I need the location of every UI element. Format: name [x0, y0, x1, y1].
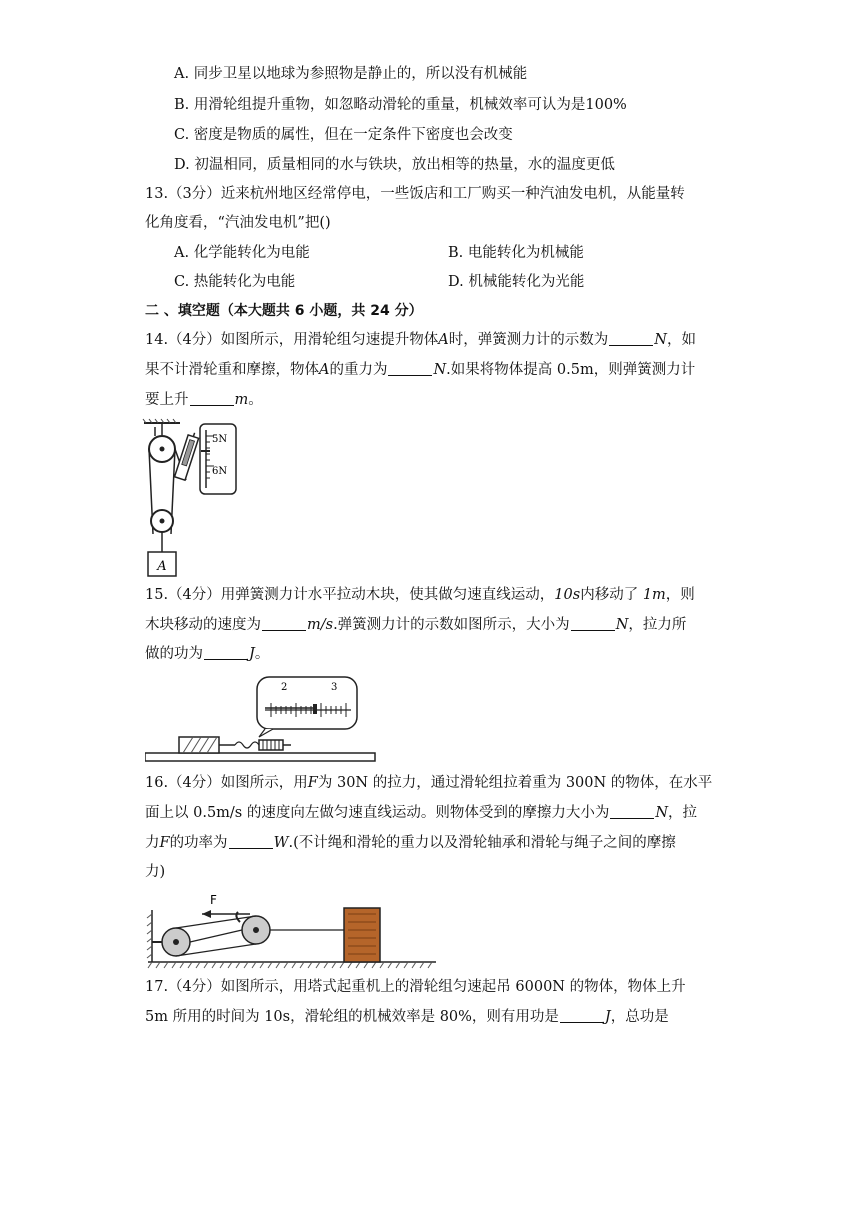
answer-blank[interactable]: [560, 1008, 604, 1023]
scale-label-top: 5N: [212, 434, 228, 445]
q13-stem-line2: 化角度看，“汽油发电机”把(): [145, 215, 331, 231]
q14-line3: 要上升 m。: [145, 392, 263, 408]
q15-line1: 15.（4分）用弹簧测力计水平拉动木块，使其做匀速直线运动，10s内移动了 1m，则: [145, 587, 695, 603]
answer-blank[interactable]: [610, 804, 654, 819]
q16-line4: 力): [145, 864, 166, 880]
q15-line3: 做的功为 J。: [145, 646, 270, 662]
q14-line2: 果不计滑轮重和摩擦，物体A的重力为 N.如果将物体提高 0.5m，则弹簧测力计: [145, 362, 696, 378]
q16-line1: 16.（4分）如图所示，用F为 30N 的拉力，通过滑轮组拉着重为 300N 的物体，在水平: [145, 775, 713, 791]
q13-stem-line1: 13.（3分）近来杭州地区经常停电，一些饭店和工厂购买一种汽油发电机，从能量转: [145, 186, 685, 202]
q12-option-c: C. 密度是物质的属性，但在一定条件下密度也会改变: [174, 127, 513, 143]
q13-option-c: C. 热能转化为电能: [174, 274, 296, 290]
answer-blank[interactable]: [609, 331, 653, 346]
answer-blank[interactable]: [229, 834, 273, 849]
section-title: 二 、填空题（本大题共 6 小题，共 24 分）: [145, 303, 423, 319]
q15-spring-scale-figure: [145, 674, 377, 766]
q13-option-a: A. 化学能转化为电能: [174, 245, 310, 261]
q14-line1: 14.（4分）如图所示，用滑轮组匀速提升物体A时，弹簧测力计的示数为 N，如: [145, 332, 696, 348]
q12-option-a: A. 同步卫星以地球为参照物是静止的，所以没有机械能: [174, 66, 528, 82]
answer-blank[interactable]: [190, 391, 234, 406]
q16-line3: 力F的功率为 W.(不计绳和滑轮的重力以及滑轮轴承和滑轮与绳子之间的摩擦: [145, 835, 676, 851]
q13-option-b: B. 电能转化为机械能: [448, 245, 584, 261]
q15-line2: 木块移动的速度为 m/s.弹簧测力计的示数如图所示，大小为 N，拉力所: [145, 617, 687, 633]
q17-line1: 17.（4分）如图所示，用塔式起重机上的滑轮组匀速起吊 6000N 的物体，物体上升: [145, 979, 686, 995]
q16-line2: 面上以 0.5m/s 的速度向左做匀速直线运动。则物体受到的摩擦力大小为 N，拉: [145, 805, 698, 821]
q13-option-d: D. 机械能转化为光能: [448, 274, 585, 290]
answer-blank[interactable]: [388, 361, 432, 376]
block-label: A: [157, 559, 167, 574]
q17-line2: 5m 所用的时间为 10s，滑轮组的机械效率是 80%，则有用功是 J，总功是: [145, 1009, 669, 1025]
scale-label-left: 2: [281, 682, 288, 693]
force-label: F: [210, 893, 217, 907]
q12-option-b: B. 用滑轮组提升重物，如忽略动滑轮的重量，机械效率可认为是100%: [174, 97, 627, 113]
q14-pulley-figure: [140, 418, 240, 580]
scale-label-right: 3: [331, 682, 338, 693]
answer-blank[interactable]: [262, 616, 306, 631]
q12-option-d: D. 初温相同，质量相同的水与铁块，放出相等的热量，水的温度更低: [174, 157, 615, 173]
q16-pulley-figure: [144, 890, 440, 972]
scale-label-bottom: 6N: [212, 466, 228, 477]
answer-blank[interactable]: [204, 645, 248, 660]
answer-blank[interactable]: [571, 616, 615, 631]
